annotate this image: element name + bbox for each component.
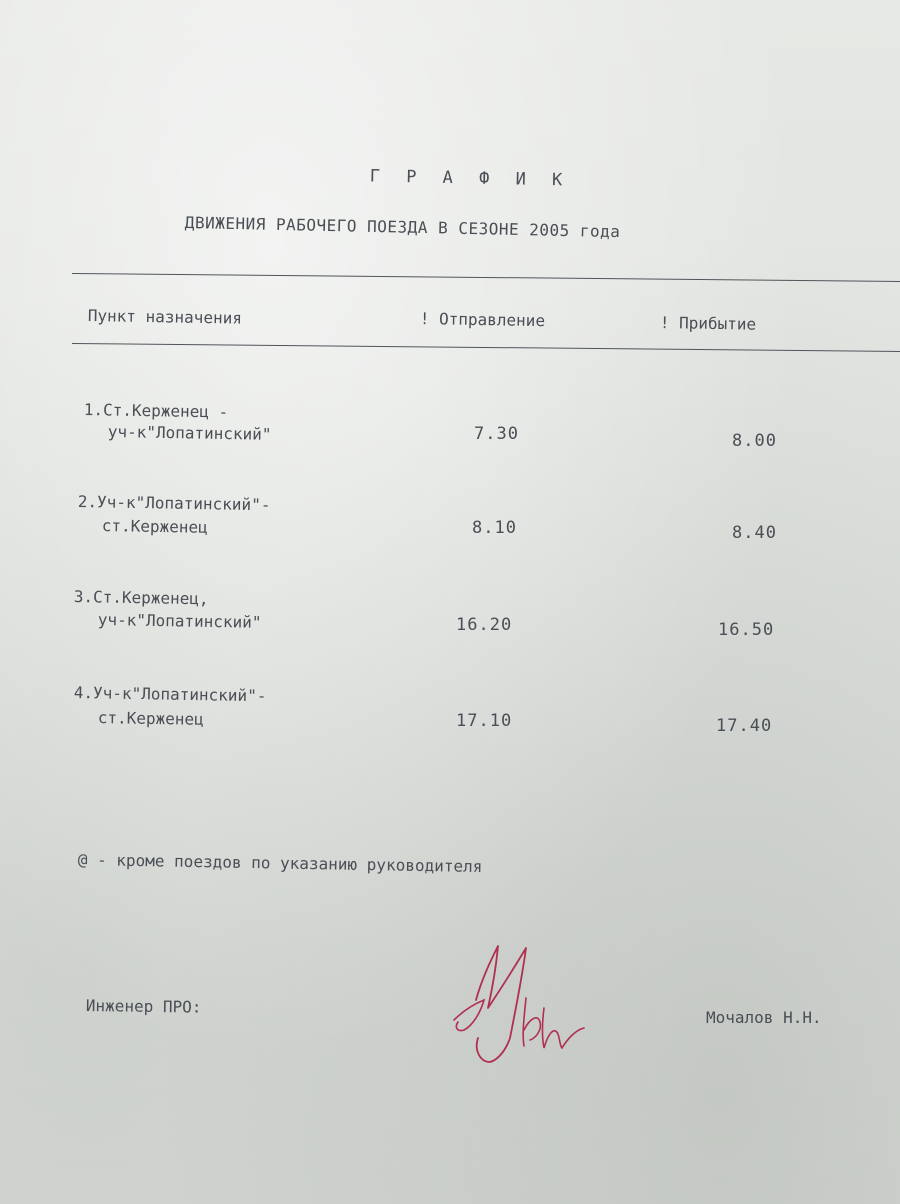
- row-4-destination-line2: ст.Керженец: [97, 707, 204, 729]
- header-departure: ! Отправление: [419, 309, 546, 331]
- row-1-destination-line2: уч-к"Лопатинский": [107, 421, 272, 444]
- row-1-departure: 7.30: [474, 424, 519, 444]
- document-subtitle: ДВИЖЕНИЯ РАБОЧЕГО ПОЕЗДА В СЕЗОНЕ 2005 года: [184, 213, 621, 242]
- row-4-departure: 17.10: [456, 711, 513, 731]
- document-title: Г Р А Ф И К: [369, 166, 571, 191]
- header-destination: Пункт назначения: [87, 306, 243, 328]
- row-4-destination-line1: 4.Уч-к"Лопатинский"-: [73, 682, 267, 706]
- row-3-arrival: 16.50: [718, 620, 775, 640]
- row-2-arrival: 8.40: [732, 523, 777, 543]
- row-2-destination-line1: 2.Уч-к"Лопатинский"-: [77, 491, 271, 515]
- table-header-rule: [72, 343, 900, 352]
- row-1-destination-line1: 1.Ст.Керженец -: [83, 399, 229, 422]
- row-3-departure: 16.20: [456, 615, 513, 635]
- row-3-destination-line1: 3.Ст.Керженец,: [73, 586, 209, 609]
- row-3-destination-line2: уч-к"Лопатинский": [97, 609, 262, 632]
- row-2-departure: 8.10: [472, 518, 517, 538]
- header-arrival: ! Прибытие: [659, 313, 757, 334]
- row-4-arrival: 17.40: [716, 716, 773, 736]
- signatory-position: Инженер ПРО:: [85, 996, 202, 1017]
- row-1-arrival: 8.00: [732, 431, 777, 451]
- footnote: @ - кроме поездов по указанию руководителя: [77, 850, 483, 877]
- row-2-destination-line2: ст.Керженец: [101, 515, 208, 537]
- handwritten-signature: [444, 938, 594, 1068]
- table-top-rule: [72, 273, 900, 282]
- signatory-name: Мочалов Н.Н.: [706, 1008, 822, 1027]
